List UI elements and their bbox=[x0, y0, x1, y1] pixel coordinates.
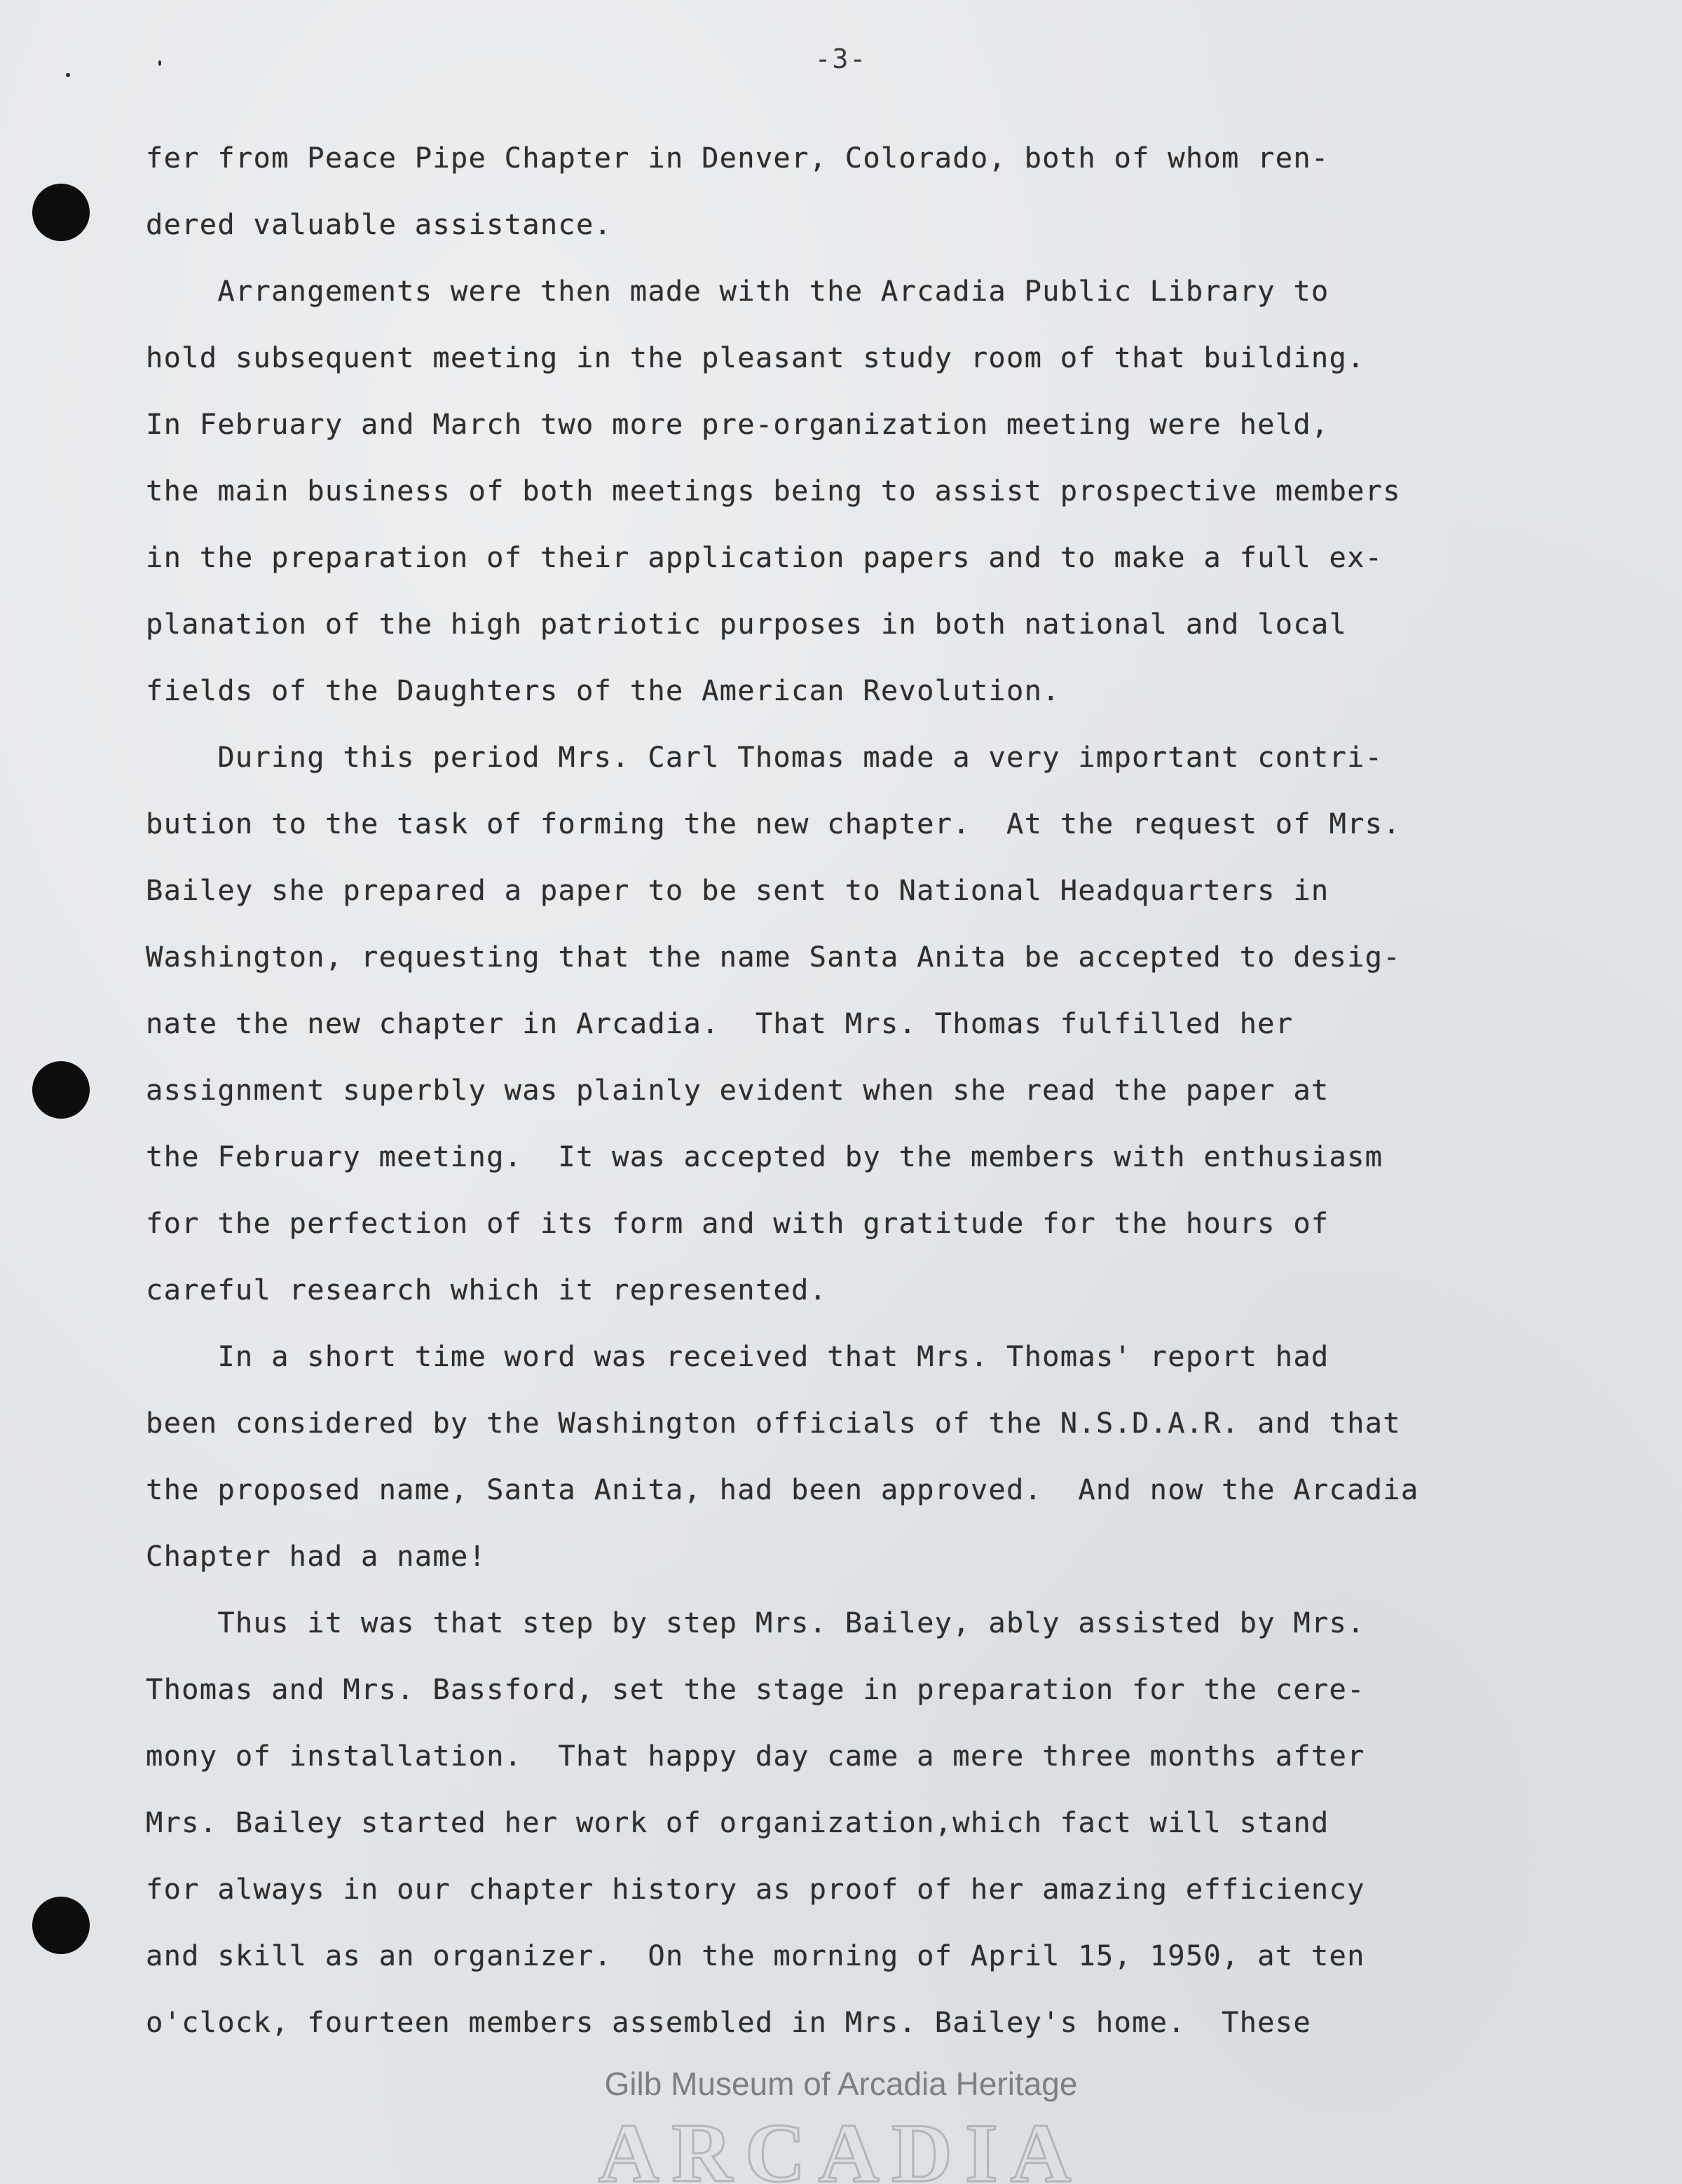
text-line: o'clock, fourteen members assembled in Mrs. Bailey's home. These bbox=[146, 2005, 1311, 2039]
punch-hole-middle bbox=[32, 1061, 90, 1119]
text-line: careful research which it represented. bbox=[146, 1273, 828, 1306]
text-line: for the perfection of its form and with gratitude for the hours of bbox=[146, 1206, 1329, 1240]
text-line: assignment superbly was plainly evident when she read the paper at bbox=[146, 1073, 1329, 1107]
text-line: Thus it was that step by step Mrs. Bailey, ably assisted by Mrs. bbox=[146, 1606, 1365, 1639]
text-line: bution to the task of forming the new chapter. At the request of Mrs. bbox=[146, 807, 1401, 840]
archive-stamp bbox=[554, 2117, 1128, 2184]
punch-hole-bottom bbox=[32, 1897, 90, 1954]
text-line: Bailey she prepared a paper to be sent to National Headquarters in bbox=[146, 873, 1329, 907]
text-line: nate the new chapter in Arcadia. That Mrs. Thomas fulfilled her bbox=[146, 1006, 1294, 1040]
text-line: and skill as an organizer. On the morning of April 15, 1950, at ten bbox=[146, 1939, 1365, 1972]
punch-hole-top bbox=[32, 184, 90, 241]
text-line: During this period Mrs. Carl Thomas made a very important contri- bbox=[146, 740, 1383, 774]
text-line: for always in our chapter history as proof of her amazing efficiency bbox=[146, 1872, 1365, 1906]
text-line: the February meeting. It was accepted by the members with enthusiasm bbox=[146, 1140, 1383, 1173]
text-line: fer from Peace Pipe Chapter in Denver, Colorado, both of whom ren- bbox=[146, 141, 1329, 175]
text-line: Mrs. Bailey started her work of organization,which fact will stand bbox=[146, 1806, 1329, 1839]
text-line: In February and March two more pre-organization meeting were held, bbox=[146, 407, 1329, 441]
text-line: the proposed name, Santa Anita, had been approved. And now the Arcadia bbox=[146, 1473, 1419, 1506]
page-number: -3- bbox=[814, 43, 868, 74]
text-line: Chapter had a name! bbox=[146, 1539, 487, 1573]
text-line: planation of the high patriotic purposes in both national and local bbox=[146, 607, 1348, 641]
text-line: In a short time word was received that Mrs. Thomas' report had bbox=[146, 1339, 1329, 1373]
text-line: Washington, requesting that the name Santa Anita be accepted to desig- bbox=[146, 940, 1401, 974]
text-line: the main business of both meetings being to assist prospective members bbox=[146, 474, 1401, 507]
text-line: in the preparation of their application papers and to make a full ex- bbox=[146, 540, 1383, 574]
text-line: Arrangements were then made with the Arcadia Public Library to bbox=[146, 274, 1329, 308]
text-line: been considered by the Washington officials of the N.S.D.A.R. and that bbox=[146, 1406, 1401, 1440]
text-line: fields of the Daughters of the American Revolution. bbox=[146, 674, 1060, 707]
text-line: Thomas and Mrs. Bassford, set the stage in preparation for the cere- bbox=[146, 1672, 1365, 1706]
text-line: mony of installation. That happy day came a mere three months after bbox=[146, 1739, 1365, 1773]
stamp-text: ARCADIA bbox=[598, 2117, 1084, 2184]
museum-watermark: Gilb Museum of Arcadia Heritage bbox=[604, 2066, 1078, 2102]
text-line: hold subsequent meeting in the pleasant study room of that building. bbox=[146, 341, 1365, 374]
text-line: dered valuable assistance. bbox=[146, 207, 613, 241]
